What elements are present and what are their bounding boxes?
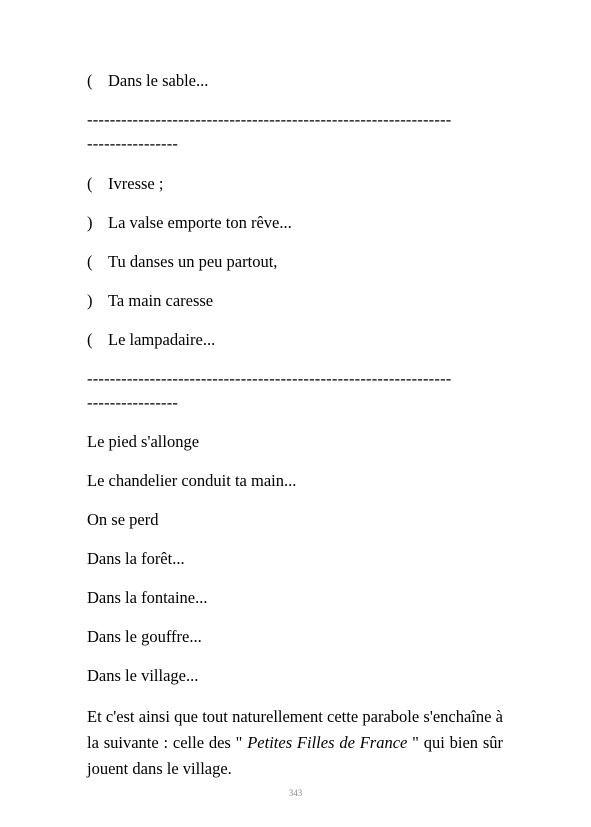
verse-line	[87, 291, 213, 311]
paragraph-text: " qui bien sûr jouent dans le village.	[87, 733, 503, 778]
verse-text: Le lampadaire...	[108, 330, 216, 349]
verse-bracket: )	[87, 291, 93, 310]
verse-line	[87, 330, 215, 350]
verse-line: Dans la forêt...	[87, 549, 185, 568]
title-italic: Petites Filles de France	[247, 733, 408, 752]
verse-bracket: (	[87, 174, 93, 193]
verse-text: La valse emporte ton rêve...	[108, 213, 292, 232]
verse-text: Ta main caresse	[108, 291, 214, 310]
separator-line: ----------------	[87, 134, 179, 153]
separator-line: ----------------------------------------------------------------	[87, 110, 452, 129]
verse-bracket: (	[87, 71, 93, 90]
page-number: 343	[288, 788, 303, 798]
verse-text: Ivresse ;	[108, 174, 164, 193]
verse-line	[87, 174, 163, 194]
verse-text: Tu danses un peu partout,	[108, 252, 278, 271]
verse-bracket: (	[87, 330, 93, 349]
verse-line: On se perd	[87, 510, 159, 529]
verse-line: Le chandelier conduit ta main...	[87, 471, 297, 490]
verse-line: Dans la fontaine...	[87, 588, 208, 607]
paragraph-text: Et c'est ainsi que tout naturellement cette parabole s'enchaîne à la suivante : celle des "	[87, 707, 503, 752]
verse-line: Dans le village...	[87, 666, 199, 685]
separator-line: ----------------------------------------------------------------	[87, 369, 452, 388]
verse-bracket: )	[87, 213, 93, 232]
verse-line	[87, 252, 277, 272]
verse-bracket: (	[87, 252, 93, 271]
separator-line: ----------------	[87, 393, 179, 412]
body-paragraph	[87, 704, 503, 782]
verse-line: Le pied s'allonge	[87, 432, 200, 451]
verse-line	[87, 71, 208, 91]
verse-line: Dans le gouffre...	[87, 627, 202, 646]
verse-line	[87, 213, 292, 233]
verse-text: Dans le sable...	[108, 71, 209, 90]
